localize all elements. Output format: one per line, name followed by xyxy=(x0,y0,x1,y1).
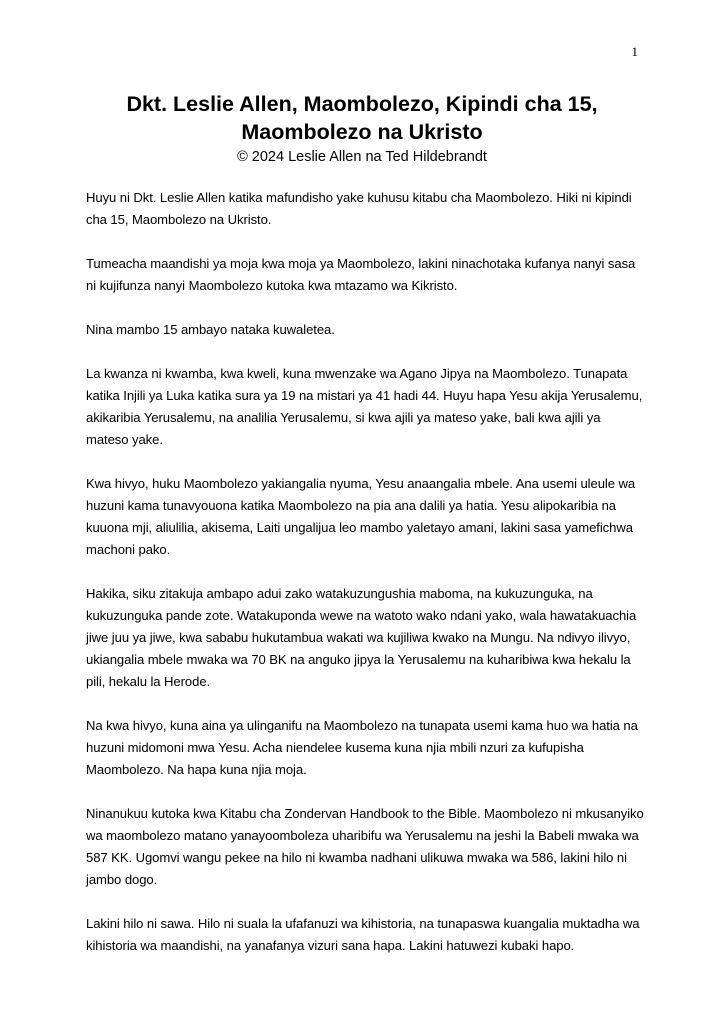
title-line-1: Dkt. Leslie Allen, Maombolezo, Kipindi cha 15, xyxy=(126,92,598,116)
paragraph-4: La kwanza ni kwamba, kwa kweli, kuna mwenzake wa Agano Jipya na Maombolezo. Tunapata katika Injili ya Luka katika sura ya 19 na mistari ya 41 hadi 44. Huyu hapa Yesu akija Yerusalemu, akikaribia Yerusalemu, na analilia Yerusalemu, si kwa ajili ya mateso yake, bali kwa ajili ya mateso yake. xyxy=(86,366,643,447)
paragraph-6: Hakika, siku zitakuja ambapo adui zako watakuzungushia maboma, na kukuzunguka, na kukuzunguka pande zote. Watakuponda wewe na watoto wako ndani yako, wala hawatakuachia jiwe juu ya jiwe, kwa sababu hukutambua wakati wa kujiliwa kwako na Mungu. Na ndivyo ilivyo, ukiangalia mbele mwaka wa 70 BK na anguko jipya la Yerusalemu na kuharibiwa kwa hekalu la pili, hekalu la Herode. xyxy=(86,586,637,689)
paragraph-9: Lakini hilo ni sawa. Hilo ni suala la ufafanuzi wa kihistoria, na tunapaswa kuangalia muktadha wa kihistoria wa maandishi, na yanafanya vizuri sana hapa. Lakini hatuwezi kubaki hapo. xyxy=(86,916,640,953)
document-body xyxy=(86,187,646,979)
paragraph-7: Na kwa hivyo, kuna aina ya ulinganifu na Maombolezo na tunapata usemi kama huo wa hatia na huzuni midomoni mwa Yesu. Acha niendelee kusema kuna njia mbili nzuri za kufupisha Maombolezo. Na hapa kuna njia moja. xyxy=(86,718,638,777)
paragraph-2: Tumeacha maandishi ya moja kwa moja ya Maombolezo, lakini ninachotaka kufanya nanyi sasa ni kujifunza nanyi Maombolezo kutoka kwa mtazamo wa Kikristo. xyxy=(86,256,636,293)
paragraph-8: Ninanukuu kutoka kwa Kitabu cha Zondervan Handbook to the Bible. Maombolezo ni mkusanyiko wa maombolezo matano yanayoomboleza uharibifu wa Yerusalemu na jeshi la Babeli mwaka wa 587 KK. Ugomvi wangu pekee na hilo ni kwamba nadhani ulikuwa mwaka wa 586, lakini hilo ni jambo dogo. xyxy=(86,806,644,887)
document-title xyxy=(86,90,638,146)
paragraph-3: Nina mambo 15 ambayo nataka kuwaletea. xyxy=(86,322,335,337)
paragraph-5: Kwa hivyo, huku Maombolezo yakiangalia nyuma, Yesu anaangalia mbele. Ana usemi uleule wa huzuni kama tunavyouona katika Maombolezo na pia ana dalili ya hatia. Yesu alipokaribia na kuuona mji, aliulilia, akisema, Laiti ungalijua leo mambo yaletayo amani, lakini sasa yamefichwa machoni pako. xyxy=(86,476,636,557)
document-header xyxy=(86,90,638,167)
paragraph-1: Huyu ni Dkt. Leslie Allen katika mafundisho yake kuhusu kitabu cha Maombolezo. Hiki ni kipindi cha 15, Maombolezo na Ukristo. xyxy=(86,190,632,227)
page-number: 1 xyxy=(631,44,638,59)
title-line-2: Maombolezo na Ukristo xyxy=(241,120,483,144)
copyright-line: © 2024 Leslie Allen na Ted Hildebrandt xyxy=(237,149,487,165)
